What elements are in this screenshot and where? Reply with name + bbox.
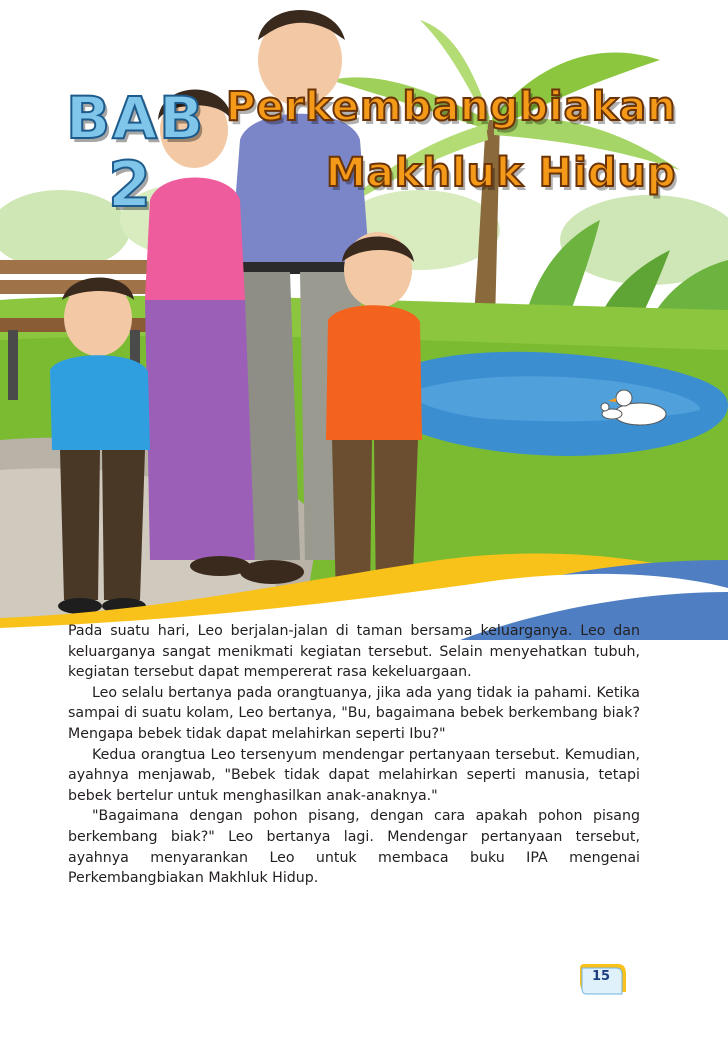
story-paragraph: Leo selalu bertanya pada orangtuanya, jika ada yang tidak ia pahami. Ketika sampai di suatu kolam, Leo bertanya, "Bu, bagaimana bebek berkembang biak? Mengapa bebek tidak dapat melahirkan seperti Ibu?" [68,684,640,742]
chapter-title-line2: Makhluk Hidup [326,150,677,196]
chapter-title-line1: Perkembangbiakan [226,84,677,130]
story-paragraph: Kedua orangtua Leo tersenyum mendengar pertanyaan tersebut. Kemudian, ayahnya menjawab, "Bebek tidak dapat melahirkan seperti manusia, tetapi bebek bertelur untuk menghasilkan anak-anaknya." [68,746,640,804]
story-paragraph: Pada suatu hari, Leo berjalan-jalan di taman bersama keluarganya. Leo dan keluarganya sangat menikmati kegiatan tersebut. Selain menyehatkan tubuh, kegiatan tersebut dapat mempererat rasa kekeluargaan. [68,623,640,681]
page-number: 15 [591,969,611,984]
chapter-label: BAB [66,84,206,152]
chapter-number: 2 [108,148,154,221]
story-paragraph: "Bagaimana dengan pohon pisang, dengan cara apakah pohon pisang berkembang biak?" Leo bertanya lagi. Mendengar pertanyaan tersebut, ayahnya menyarankan Leo untuk membaca buku IPA mengenai Perkembangbiakan Makhluk Hidup. [68,808,640,887]
story-text [68,621,640,889]
